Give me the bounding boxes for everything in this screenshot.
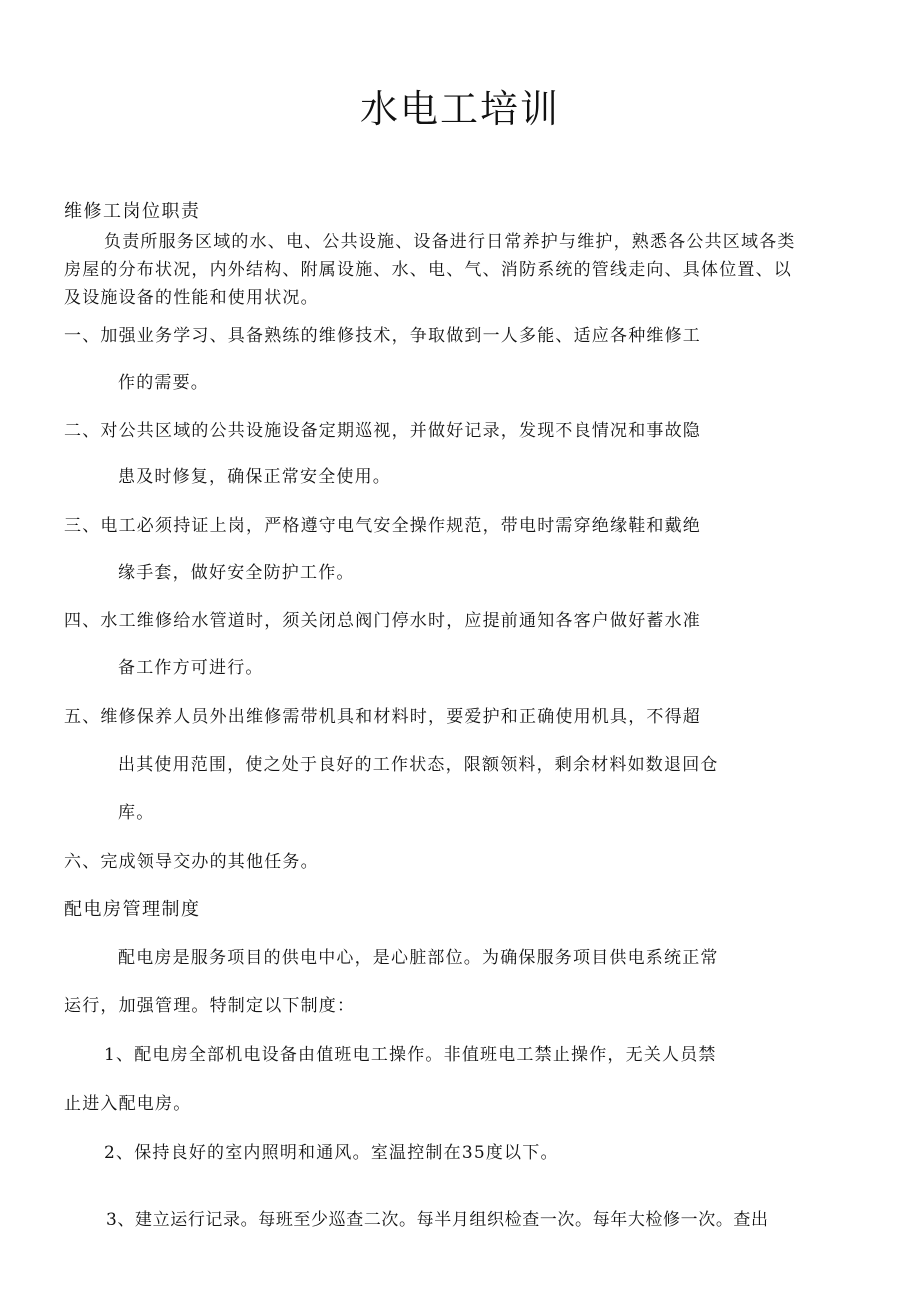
rule-item-2: 2、保持良好的室内照明和通风。室温控制在35度以下。 [104, 1143, 559, 1163]
duty-item-2: 二、对公共区域的公共设施设备定期巡视，并做好记录，发现不良情况和事故隐 [64, 421, 701, 441]
duty-item-1: 一、加强业务学习、具备熟练的维修技术，争取做到一人多能、适应各种维修工 [64, 326, 701, 346]
duty-item-1-continuation: 作的需要。 [118, 373, 209, 393]
intro-paragraph-line: 负责所服务区域的水、电、公共设施、设备进行日常养护与维护，熟悉各公共区域各类 [104, 232, 796, 252]
duty-item-4: 四、水工维修给水管道时，须关闭总阀门停水时，应提前通知各客户做好蓄水准 [64, 611, 701, 631]
rule-item-1-continuation: 止进入配电房。 [64, 1094, 192, 1114]
intro-paragraph-line: 运行，加强管理。特制定以下制度： [64, 996, 356, 1016]
document-title: 水电工培训 [359, 87, 560, 131]
duty-item-6: 六、完成领导交办的其他任务。 [64, 852, 319, 872]
duty-item-3-continuation: 缘手套，做好安全防护工作。 [118, 563, 355, 583]
section-heading-job-duties: 维修工岗位职责 [64, 201, 201, 222]
intro-paragraph-line: 及设施设备的性能和使用状况。 [64, 288, 319, 308]
section-heading-power-room: 配电房管理制度 [64, 899, 201, 920]
duty-item-5: 五、维修保养人员外出维修需带机具和材料时，要爱护和正确使用机具，不得超 [64, 707, 701, 727]
duty-item-3: 三、电工必须持证上岗，严格遵守电气安全操作规范，带电时需穿绝缘鞋和戴绝 [64, 516, 701, 536]
duty-item-4-continuation: 备工作方可进行。 [118, 658, 264, 678]
duty-item-2-continuation: 患及时修复，确保正常安全使用。 [118, 467, 391, 487]
intro-paragraph-line: 房屋的分布状况，内外结构、附属设施、水、电、气、消防系统的管线走向、具体位置、以 [64, 260, 792, 280]
duty-item-5-continuation: 库。 [118, 803, 155, 823]
rule-item-3: 3、建立运行记录。每班至少巡查二次。每半月组织检查一次。每年大检修一次。查出 [106, 1210, 769, 1230]
duty-item-5-continuation: 出其使用范围，使之处于良好的工作状态，限额领料，剩余材料如数退回仓 [118, 755, 719, 775]
intro-paragraph-line: 配电房是服务项目的供电中心，是心脏部位。为确保服务项目供电系统正常 [118, 948, 719, 968]
rule-item-1: 1、配电房全部机电设备由值班电工操作。非值班电工禁止操作，无关人员禁 [104, 1045, 717, 1065]
